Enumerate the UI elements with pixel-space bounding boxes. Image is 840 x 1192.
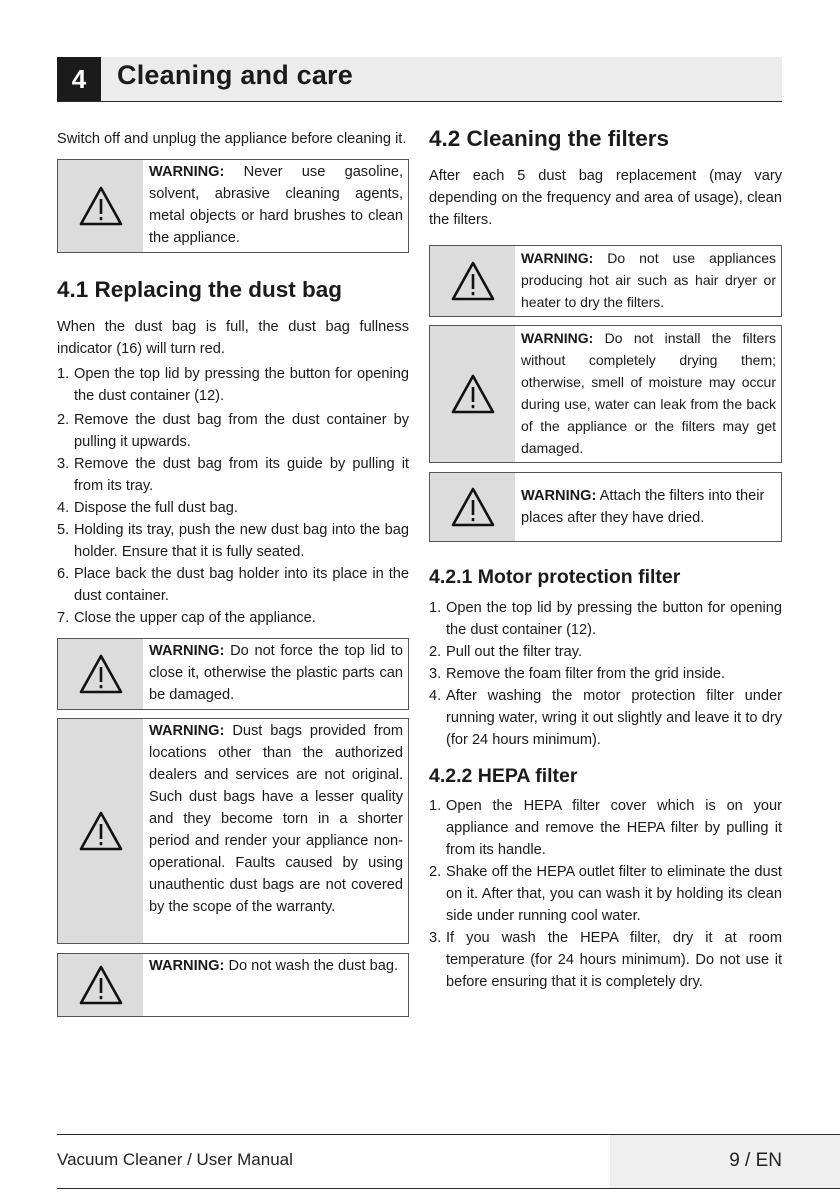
footer-document-title: Vacuum Cleaner / User Manual: [57, 1150, 293, 1169]
warning-text: Do not use appliances producing hot air such as hair dryer or heater to dry the filters.: [521, 250, 776, 310]
list-item: 4. Dispose the full dust bag.: [57, 500, 238, 516]
section-intro: After each 5 dust bag replacement (may vary depending on the frequency and area of usage), clean the filters.: [429, 168, 782, 228]
list-item: 3. Remove the dust bag from its guide by pulling it from its tray.: [57, 456, 409, 494]
list-item: 7. Close the upper cap of the appliance.: [57, 610, 316, 626]
warning-label: WARNING:: [149, 723, 225, 739]
warning-box: [57, 718, 409, 944]
warning-label: WARNING:: [149, 164, 225, 180]
list-item: 5. Holding its tray, push the new dust bag into the bag holder. Ensure that it is fully seated.: [57, 522, 409, 560]
warning-text: Do not force the top lid to close it, otherwise the plastic parts can be damaged.: [149, 643, 403, 703]
warning-triangle-icon: [58, 719, 143, 943]
list-item: 6. Place back the dust bag holder into its place in the dust container.: [57, 566, 409, 604]
subsection-title: 4.2.2 HEPA filter: [429, 765, 578, 787]
warning-label: WARNING:: [521, 250, 594, 266]
warning-triangle-icon: [430, 473, 515, 541]
warning-label: WARNING:: [521, 487, 597, 504]
chapter-title: Cleaning and care: [117, 60, 353, 90]
warning-box: [57, 953, 409, 1017]
list-item: 1. Open the HEPA filter cover which is on your appliance and remove the HEPA filter by pulling it from its handle.: [429, 798, 782, 858]
intro-text: Switch off and unplug the appliance before cleaning it.: [57, 131, 407, 147]
warning-box: [57, 159, 409, 253]
warning-label: WARNING:: [149, 958, 225, 974]
warning-triangle-icon: [430, 326, 515, 462]
warning-triangle-icon: [58, 954, 143, 1016]
list-item: 1. Open the top lid by pressing the button for opening the dust container (12).: [57, 366, 409, 404]
left-column: [57, 128, 409, 1017]
footer-page-box: [610, 1135, 840, 1188]
warning-box: [429, 245, 782, 317]
list-item: 3. Remove the foam filter from the grid inside.: [429, 666, 726, 682]
warning-box: [429, 472, 782, 542]
warning-label: WARNING:: [521, 330, 594, 346]
warning-text: Do not wash the dust bag.: [224, 958, 399, 974]
page-number: 9 / EN: [729, 1150, 782, 1171]
warning-label: WARNING:: [149, 643, 225, 659]
warning-box: [429, 325, 782, 463]
list-item: 2. Remove the dust bag from the dust container by pulling it upwards.: [57, 412, 409, 450]
section-title: 4.1 Replacing the dust bag: [57, 277, 343, 302]
warning-text: Never use gasoline, solvent, abrasive cleaning agents, metal objects or hard brushes to clean the appliance.: [149, 164, 403, 246]
warning-triangle-icon: [58, 639, 143, 709]
warning-text: Do not install the filters without completely drying them; otherwise, smell of moisture may occur during use, water can leak from the back of the appliance or the filters may get damaged.: [521, 330, 776, 456]
right-column: [429, 128, 782, 993]
list-item: 2. Shake off the HEPA outlet filter to eliminate the dust on it. After that, you can wash it by holding its clean side under running cool water.: [429, 864, 782, 924]
section-title: 4.2 Cleaning the filters: [429, 126, 670, 151]
list-item: 3. If you wash the HEPA filter, dry it at room temperature (for 24 hours minimum). Do not use it before ensuring that it is completely dry.: [429, 930, 782, 990]
chapter-number: 4: [57, 57, 101, 101]
warning-text: Attach the filters into their places after they have dried.: [521, 487, 765, 526]
steps-list: [429, 795, 782, 993]
steps-list: [429, 597, 782, 751]
warning-triangle-icon: [430, 246, 515, 316]
list-item: 2. Pull out the filter tray.: [429, 644, 582, 660]
warning-box: [57, 638, 409, 710]
subsection-title: 4.2.1 Motor protection filter: [429, 566, 681, 588]
warning-text: Dust bags provided from locations other than the authorized dealers and services are not original. Such dust bags have a lesser quality and they become torn in a shorter period and render your appliance non-operational. Faults caused by using unauthentic dust bags are not covered by the scope of the warranty.: [149, 723, 403, 915]
chapter-header: [57, 57, 782, 102]
list-item: 1. Open the top lid by pressing the button for opening the dust container (12).: [429, 600, 782, 638]
warning-triangle-icon: [58, 160, 143, 252]
footer-bottom-rule: [57, 1188, 840, 1189]
section-intro: When the dust bag is full, the dust bag fullness indicator (16) will turn red.: [57, 319, 409, 357]
steps-list: [57, 363, 409, 629]
list-item: 4. After washing the motor protection filter under running water, wring it out slightly and leave it to dry (for 24 hours minimum).: [429, 688, 782, 748]
